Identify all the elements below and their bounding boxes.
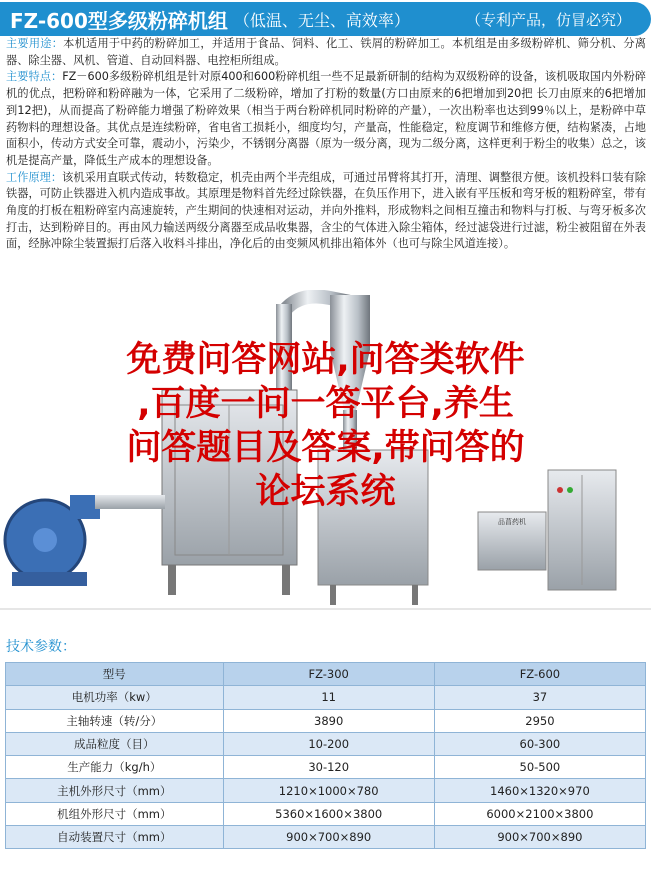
fan-base <box>12 572 87 586</box>
collector-leg <box>330 585 336 605</box>
features-label: 主要特点： <box>6 70 63 84</box>
table-row <box>6 802 646 825</box>
features-paragraph <box>6 69 646 169</box>
machine-label: 品菖药机 <box>498 518 526 526</box>
usage-paragraph <box>6 36 646 69</box>
table-row <box>6 686 646 709</box>
table-cell: 11 <box>223 686 434 709</box>
collector-leg <box>412 585 418 605</box>
overlay-line: 免费问答网站,问答类软件 <box>126 340 525 380</box>
table-cell: 主机外形尺寸（mm） <box>6 779 224 802</box>
overlay-line: 问答题目及答案,带问答的 <box>126 428 525 468</box>
floor-line <box>0 608 651 610</box>
principle-paragraph <box>6 170 646 254</box>
usage-text: 本机适用于中药的粉碎加工，并适用于食品、饲料、化工、铁屑的粉碎加工。本机组是由多级粉碎机、筛分机、分离器、除尘器、风机、管道、自动回料器、电控柜所组成。 <box>6 37 646 67</box>
title-banner <box>0 2 651 36</box>
page-title: FZ-600型多级粉碎机组 <box>10 8 228 33</box>
spec-table <box>5 662 646 849</box>
page-tagline: （专利产品，仿冒必究） <box>465 10 631 29</box>
table-cell: 10-200 <box>223 732 434 755</box>
table-row <box>6 756 646 779</box>
page-subtitle: （低温、无尘、高效率） <box>233 10 410 30</box>
principle-text: 该机采用直联式传动，转数稳定，机壳由两个半壳组成，可通过吊臂将其打开，清理、调整很方便。该机投料口装有除铁器，可防止铁器进入机内造成事故。其原理是物料首先经过除铁器，在负压作用下，进入嵌有平压板和弯牙板的粗粉碎室，带有角度的打板在粗粉碎室内高速旋转，产生期间的快速相对运动，并向外推料，形成物料之间相互撞击和物料与打板、与弯牙板多次打击，达到粉碎目的。再由风力输送两级分离器至成品收集器，含尘的气体进入除尘箱体，经过滤袋进行过滤，粉尘被阻留在外表面，经脉冲除尘装置振打后落入收料斗排出，净化后的由变频风机排出箱体外（也可与除尘风道连接）。 <box>6 170 646 251</box>
table-row <box>6 826 646 849</box>
table-row <box>6 732 646 755</box>
overlay-line: 论坛系统 <box>255 472 396 512</box>
overlay-line: ,百度一问一答平台,养生 <box>137 384 514 424</box>
column-header: 型号 <box>6 663 224 686</box>
overlay-text <box>0 338 651 514</box>
principle-label: 工作原理： <box>6 170 63 184</box>
table-cell: 900×700×890 <box>434 826 645 849</box>
table-header-row <box>6 663 646 686</box>
table-row <box>6 779 646 802</box>
table-cell: 机组外形尺寸（mm） <box>6 802 224 825</box>
table-cell: 37 <box>434 686 645 709</box>
usage-label: 主要用途： <box>6 37 64 50</box>
table-cell: 50-500 <box>434 756 645 779</box>
column-header: FZ-600 <box>434 663 645 686</box>
table-cell: 5360×1600×3800 <box>223 802 434 825</box>
table-cell: 60-300 <box>434 732 645 755</box>
table-cell: 电机功率（kw） <box>6 686 224 709</box>
table-cell: 生产能力（kg/h） <box>6 756 224 779</box>
column-header: FZ-300 <box>223 663 434 686</box>
table-cell: 自动装置尺寸（mm） <box>6 826 224 849</box>
table-cell: 主轴转速（转/分） <box>6 709 224 732</box>
blower-hub <box>33 528 57 552</box>
table-row <box>6 709 646 732</box>
table-cell: 2950 <box>434 709 645 732</box>
table-cell: 3890 <box>223 709 434 732</box>
cabinet-leg <box>168 565 176 595</box>
tech-params-label: 技术参数： <box>6 639 76 655</box>
table-cell: 900×700×890 <box>223 826 434 849</box>
features-text: FZ－600多级粉碎机组是针对原400和600粉碎机组一些不足最新研制的结构为双级粉碎的设备，该机吸取国内外粉碎机的优点，把粉碎和粉碎融为一体，它采用了二级粉碎，增加了打粉的数量(方口由原来的6把增加到20把 长刀由原来的6把增加到12把)，从而提高了粉碎能力增强了粉碎效果（相当于两台粉碎机同时粉碎的产量），一次出粉率也达到99％以上，是粉碎中草药物料的理想设备。其优点是连续粉碎，省电省工损耗小，细度均匀，产量高，性能稳定，粒度调节和维修方便，结构紧凑，占地面积小，传动方式安全可靠，震动小，污染少，不锈钢分离器（原为一级分离，现为二级分离，这样更利于粉尘的收集）总之，该机是提高产量，降低生产成本的理想设备。 <box>6 70 646 167</box>
description <box>6 36 646 253</box>
table-cell: 成品粒度（目） <box>6 732 224 755</box>
cabinet-leg <box>282 565 290 595</box>
table-cell: 30-120 <box>223 756 434 779</box>
header <box>0 0 651 40</box>
table-cell: 6000×2100×3800 <box>434 802 645 825</box>
table-cell: 1210×1000×780 <box>223 779 434 802</box>
table-cell: 1460×1320×970 <box>434 779 645 802</box>
